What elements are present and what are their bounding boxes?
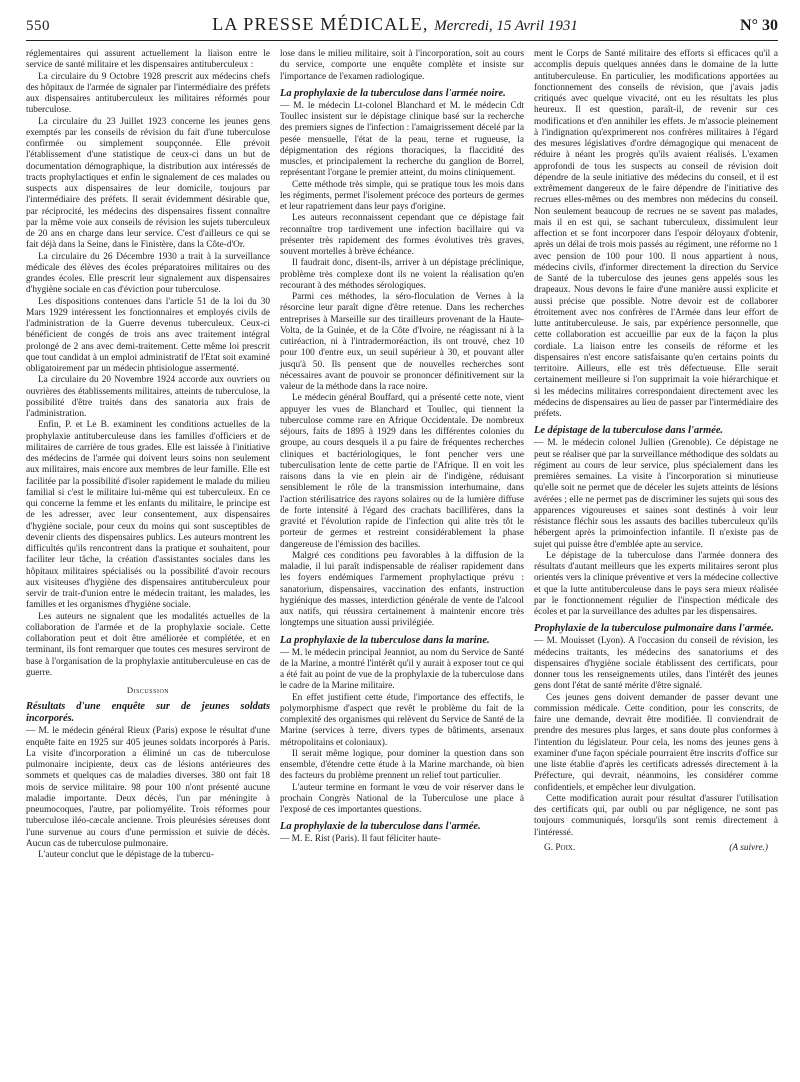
paragraph: — M. le médecin colonel Jullien (Grenoble). Ce dépistage ne peut se réaliser que par la surveillance méthodique des soldats au régiment au cours de leur service, plus spécialement dans les premières semaines. La visite à l'incorporation si minutieuse qu'elle soit ne permet que de déceler les sujets atteints de lésions avérées ; elle ne permet pas de discriminer les sujets qui sous des apparences vigoureuses et saines sont destinés à voir leur résistance fléchir sous les assauts des bacilles tuberculeux qu'ils hébergent après la primoinfection infantile. Il n'existe pas de sujet qui puisse être d'emblée apte au service. [534,438,778,550]
subsection-heading: Prophylaxie de la tuberculose pulmonaire dans l'armée. [534,623,774,635]
paragraph: Ces jeunes gens doivent demander de passer devant une commission médicale. Cette condition, pour les conscrits, de faire une demande, devrait être modifiée. Il conviendrait de prendre des mesures plus larges, et sans doute plus conformes à l'intention du législateur. Pour cela, les noms des jeunes gens à examiner d'une façon spéciale pourraient être inscrits d'office sur une liste établie d'après les certificats adressés directement à la Préfecture, qui devrait, néanmoins, les considérer comme confidentiels, et empêcher leur divulgation. [534,692,778,793]
paragraph: Le médecin général Bouffard, qui a présenté cette note, vient appuyer les vues de Blanchard et Toullec, qui tiennent la tuberculose comme rare en Afrique Occidentale. De nombreux séjours, faits de 1895 à 1929 dans les différentes colonies du groupe, au cours desquels il a pu faire de fréquentes recherches cliniques et bactériologiques, le font pencher vers une tuberculisation lente de cette partie de l'Afrique. Il en voit les raisons dans la vie en plein air de l'indigène, réduisant sensiblement le rôle de la transmission interhumaine, dans l'action stérilisatrice des rayons solaires ou de la lumière diffuse de forte intensité à l'égard des crachats bacillifères, dans la gravité et l'évolution rapide de l'infection qui alite très tôt le porteur de germes et restreint considérablement la phase dangereuse de l'émission des bacilles. [280,393,524,550]
paragraph: L'auteur termine en formant le vœu de voir réserver dans le prochain Congrès National de la Tuberculose une place à l'exposé de ces importantes questions. [280,782,524,815]
issue-number: N° 30 [740,17,778,34]
paragraph: Les dispositions contenues dans l'article 51 de la loi du 30 Mars 1929 intéressent les fonctionnaires et employés civils de l'administration de la Guerre devenus tuberculeux. Ceux-ci bénéficient de congés de trois ans avec traitement intégral prolongé de 2 ans avec demi-traitement. Cette même loi prescrit que tout candidat à un emploi administratif de l'Etat soit examiné obligatoirement par un médecin phtisiologue assermenté. [26,296,270,374]
column-middle [280,49,524,861]
column-right [534,49,778,861]
subsection-heading: Résultats d'une enquête sur de jeunes soldats incorporés. [26,701,270,725]
page-header [26,14,778,41]
paragraph: — M. le médecin général Rieux (Paris) expose le résultat d'une enquête faite en 1925 sur 405 jeunes soldats incorporés à Paris. La visite d'incorporation a éliminé un cas de tuberculose pulmonaire incipiente, deux cas de lésions antérieures des sommets et quelques cas de maladies diverses. 380 ont fait 18 mois de service militaire. 98 pour 100 n'ont présenté aucune maladie importante. Deux décès, l'un par méningite à pneumocoques, l'autre, par poliomyélite. Trois réformes pour tuberculose iléo-cæcale ancienne. Trois pleurésies séreuses dont l'une survenue au cours d'une permission et suivie de décès. Aucun cas de tuberculose pulmonaire. [26,726,270,849]
paragraph: Parmi ces méthodes, la séro-floculation de Vernes à la résorcine leur paraît digne d'être retenue. Dans les recherches entreprises à Marseille sur des tirailleurs provenant de la Haute-Volta, de la Guinée, et de la Côte d'Ivoire, ne réagissant ni à la cutiréaction, ni à l'intradermoréaction, ils ont trouvé, chez 10 pour 100 d'entre eux, un seuil supérieur à 30, et pouvant aller jusqu'à 50. Ils pensent que de nouvelles recherches sont nécessaires avant de pouvoir se prononcer définitivement sur la valeur de la méthode dans la race noire. [280,292,524,392]
subsection-heading: La prophylaxie de la tuberculose dans l'armée. [280,821,481,833]
paragraph: Il serait même logique, pour dominer la question dans son ensemble, d'étendre cette étude à la Marine marchande, où bien des facteurs du problème prennent un relief tout particulier. [280,748,524,782]
paragraph: L'auteur conclut que le dépistage de la tubercu- [38,850,214,860]
paragraph: Enfin, P. et Le B. examinent les conditions actuelles de la prophylaxie antituberculeuse dans les familles d'officiers et de militaires de carrière de tous grades. Elle est laissée à l'initiative des médecins de l'armée qui doivent leurs soins non seulement aux militaires, mais encore aux membres de leur famille. Elle est facilitée par la possibilité d'isoler rapidement le malade du milieu familial si c'est le militaire lui-même qui est tuberculeux. En ce qui concerne la femme et les enfants du militaire, le principe est de les adresser, avec leur consentement, aux dispensaires d'hygiène sociale, pour ceux du moins qui sont susceptibles de devenir clients des dispensaires publics. Les auteurs montrent les difficultés qu'ils rencontrent dans la pratique et souhaitent, pour faciliter leur tâche, la création d'assistantes sociales dans les hôpitaux militaires spécialisés ou la possibilité d'avoir recours aux visiteuses d'hygiène des dispensaires antituberculeux pour servir de trait-d'union entre le médecin traitant, les malades, les familles et les organismes d'hygiène sociale. [26,420,270,611]
paragraph: — M. le médecin principal Jeanniot, au nom du Service de Santé de la Marine, a montré l'intérêt qu'il y aurait à exposer tout ce qui a été fait au point de vue de la prophylaxie de la tuberculose dans le cadre de la Marine militaire. [280,647,524,692]
paragraph: Cette modification aurait pour résultat d'assurer l'utilisation des certificats qui, par oubli ou par négligence, ne sont pas toujours communiqués, lorsqu'ils sont remis directement à l'intéressé. [534,793,778,838]
paragraph: Cette méthode très simple, qui se pratique tous les mois dans les régiments, permet l'isolement précoce des porteurs de germes et leur rapatriement dans leur pays d'origine. [280,179,524,212]
paragraph: Les auteurs ne signalent que les modalités actuelles de la collaboration de l'armée et de la prophylaxie sociale. Cette collaboration peut et doit être améliorée et complétée, et en terminant, ils font remarquer que toutes ces mesures serviront de base à l'organisation de la prophylaxie antituberculeuse en cas de guerre. [26,611,270,678]
paragraph: Le dépistage de la tuberculose dans l'armée donnera des résultats d'autant meilleurs que les experts militaires seront plus orientés vers la clinique préventive et vers la médecine collective et que la lutte antituberculeuse dans le pays sera mieux réalisée par le fonctionnement régulier de l'inspection médicale des écoles et par la surveillance des adultes par les dispensaires. [534,550,778,617]
section-heading-discussion: Discussion [126,685,170,695]
article-columns [26,49,778,861]
paragraph: — M. le médecin Lt-colonel Blanchard et M. le médecin Cdt Toullec insistent sur le dépistage clinique basé sur la recherche des premiers signes de l'infection : l'amaigrissement décelé par la pesée mensuelle, l'état de la peau, terne et rugueuse, la dépigmentation des régions thoraciques, la flaccidité des muscles, et principalement la recherche du ganglion de Borrel, représentant l'organe le premier atteint, du moins cliniquement. [280,100,524,179]
paragraph: ment le Corps de Santé militaire des efforts si efficaces qu'il a accomplis depuis quelques années dans le domaine de la lutte antituberculeuse. En particulier, les modifications apportées au fonctionnement des conseils de révision, que j'avais jadis critiqués avec quelque vivacité, ont eu les résultats les plus heureux. Il est question, paraît-il, de revenir sur ces modifications et d'en annihiler les effets. Je m'associe pleinement à l'indignation qu'exprimerent nos confrères militaires à l'égard des mesures législatives d'ordre démagogique qui menacent de réduire à néant les progrès qu'ils avaient réalisés. L'examen approfondi de tous les suspects au conseil de révision doit dépendre de la seule initiative des médecins du conseil, et il est extrêmement dangereux de le faire dépendre de l'initiative des recrues elles-mêmes ou des membres non médecins du conseil. Non seulement beaucoup de recrues ne se savent pas malades, mais il en est qui, se sachant tuberculeux, dissimulent leur affection et se font incorporer dans l'espoir déloyaux d'obtenir, après un délai de trois mois passés au régiment, une réforme no 1 avec pension de 100 pour 100. Il nous appartient à nous, médecins civils, d'informer directement la direction du Service de Santé de la tuberculose des jeunes gens appelés sous les drapeaux. Nous devons le faire d'une manière aussi explicite et aussi précise que possible. Notre devoir est de collaborer étroitement avec nos confrères de l'Armée dans leur effort de lutte antituberculeuse. Je sais, par expérience personnelle, que cette collaboration est accueillie par eux de la façon la plus cordiale. La liaison entre les conseils de réforme et les dispensaires n'est encore satisfaisante qu'en certains points du territoire. Ailleurs, elle est très défectueuse. Elle serait certainement meilleure si l'on supprimait la voie hiérarchique et si les médecins militaires correspondaient directement avec les médecins de dispensaires au lieu de passer par l'intermédiaire des préfets. [534,49,778,419]
paragraph: lose dans le milieu militaire, soit à l'incorporation, soit au cours du service, comporte une enquête complète et insiste sur l'importance de l'examen radiologique. [280,49,524,82]
paragraph: La circulaire du 9 Octobre 1928 prescrit aux médecins chefs des hôpitaux de l'armée de signaler par l'intermédiaire des préfets aux dispensaires antituberculeux les militaires réformés pour tuberculose. [26,71,270,116]
paragraph: réglementaires qui assurent actuellement la liaison entre le service de santé militaire et les dispensaires antituberculeux : [26,49,270,71]
author-signature: G. Poix. [544,842,576,853]
paragraph: — M. E. Rist (Paris). Il faut féliciter haute- [280,834,441,845]
paragraph: En effet justifient cette étude, l'importance des effectifs, le polymorphisme d'aspect que revêt le problème du fait de la complexité des organismes qui relèvent du Service de Santé de la Marine (services à terre, divers types de bâtiments, arsenaux métropolitains et coloniaux). [280,692,524,748]
subsection-heading: La prophylaxie de la tuberculose dans la marine. [280,634,490,646]
paragraph: Les auteurs reconnaissent cependant que ce dépistage fait reconnaître trop tardivement une infection bacillaire qui va présenter très rapidement des formes évolutives très graves, souvent mortelles à brève échéance. [280,213,524,257]
journal-title-line [212,14,578,35]
paragraph: La circulaire du 23 Juillet 1923 concerne les jeunes gens exemptés par les conseils de révision du fait d'une tuberculose confirmée ou simplement soupçonnée. Elle prévoit l'établissement d'une statistique de ceux-ci dans un but de documentation démographique, la distribution aux intéressés de tracts prophylactiques et enfin le signalement de ces malades ou suspects aux dispensaires de leur domicile, toujours par l'intermédiaire des préfets. Il serait évidemment désirable que, par réciprocité, les médecins des dispensaires fissent connaître par la même voie aux conseils de révision les sujets tuberculeux de 20 ans en charge dans leur service. C'est d'ailleurs ce qui se fait déjà dans la Seine, dans le Finistère, dans la Côte-d'Or. [26,116,270,251]
author-signature-line [534,843,778,854]
subsection-heading: Le dépistage de la tuberculose dans l'armée. [534,425,724,437]
paragraph: La circulaire du 20 Novembre 1924 accorde aux ouvriers ou ouvrières des établissements militaires, atteints de tuberculose, la possibilité d'être traités dans des sanatoria aux frais de l'administration. [26,375,270,419]
issue-date: Mercredi, 15 Avril 1931 [434,18,578,34]
continued-note: (A suivre.) [729,842,768,853]
page-number: 550 [26,18,50,34]
paragraph: — M. Mouisset (Lyon). A l'occasion du conseil de révision, les médecins traitants, les médecins des sanatoriums et des dispensaires d'hygiène sociale établissent des certificats, pour donner tous les renseignements utiles, dans l'intérêt des jeunes gens dont l'état de santé mérite d'être signalé. [534,636,778,692]
column-left [26,49,270,861]
paragraph: Malgré ces conditions peu favorables à la diffusion de la maladie, il lui paraît indispensable de réaliser rapidement dans les foyers endémiques l'armement prophylactique prévu : sanatorium, dispensaires, vaccination des enfants, instruction hygiénique des masses, interdiction générale de vente de l'alcool aux natifs, qui réussira certainement à maintenir encore très longtemps une situation aussi privilégiée. [280,550,524,629]
subsection-heading: La prophylaxie de la tuberculose dans l'armée noire. [280,87,506,99]
paragraph: Il faudrait donc, disent-ils, arriver à un dépistage préclinique, problème très complexe dont ils ne voient la réalisation qu'en recourant à des méthodes sérologiques. [280,258,524,291]
paragraph: La circulaire du 26 Décembre 1930 a trait à la surveillance médicale des élèves des écoles préparatoires militaires ou des grandes écoles. Elle prescrit leur signalement aux dispensaires d'hygiène sociale en cas d'éviction pour tuberculose. [26,251,270,296]
journal-title: LA PRESSE MÉDICALE, [212,14,429,34]
